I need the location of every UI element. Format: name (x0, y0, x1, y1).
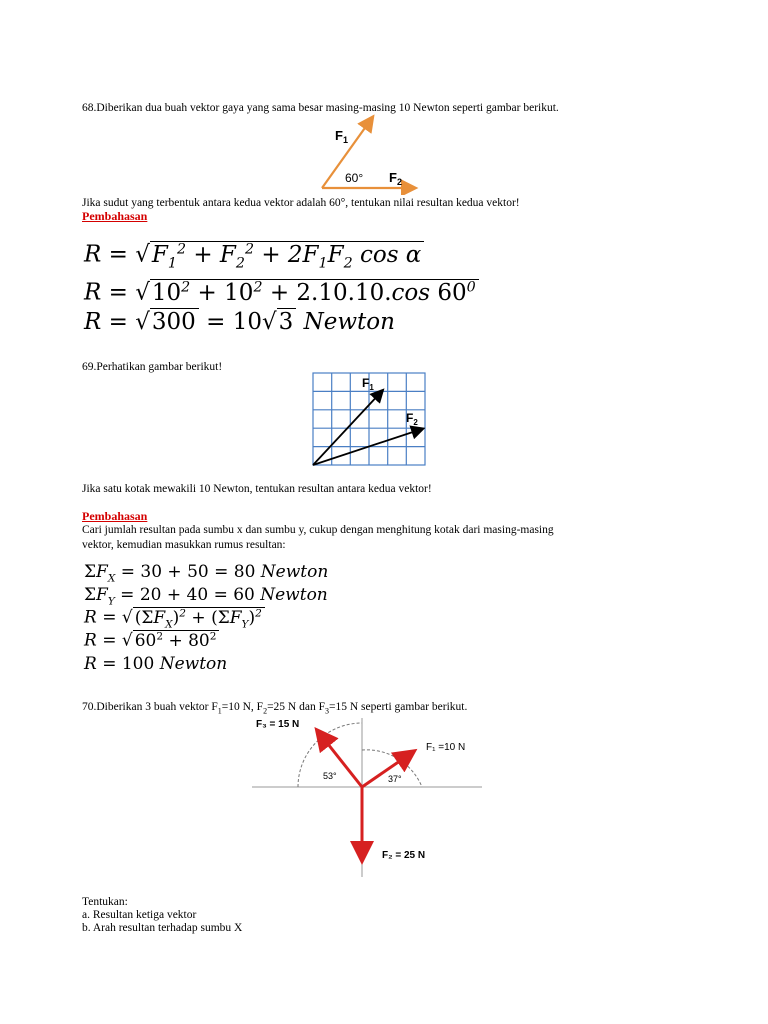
q68-f1-label: $F_1$ (335, 128, 348, 145)
q69-explain-line-1: Cari jumlah resultan pada sumbu x dan sumbu y, cukup dengan menghitung kotak dari masing-masing (82, 524, 554, 536)
q69-heading: Pembahasan (82, 509, 148, 523)
q70-angle-left: 53° (323, 771, 337, 781)
q69-equation-5: R = 100 Newton (84, 654, 228, 674)
q69-f1-label: $F_1$ (362, 376, 374, 392)
q70-task-title: Tentukan: (82, 896, 128, 908)
q70-f2-label: F₂ = 25 N (382, 850, 426, 861)
q70-vector-figure (250, 712, 486, 882)
q69-followup: Jika satu kotak mewakili 10 Newton, tentukan resultan antara kedua vektor! (82, 483, 432, 495)
q69-equation-2: $\Sigma F_Y = 20 + 40 = 60$ Newton (84, 585, 328, 608)
q68-followup: Jika sudut yang terbentuk antara kedua vektor adalah 60°, tentukan nilai resultan kedua vektor! (82, 197, 520, 209)
q68-vector-figure (310, 110, 430, 195)
q69-equation-4: R = √ $60^2 + 80^2$ (84, 630, 219, 651)
q70-task-b: b. Arah resultan terhadap sumbu X (82, 922, 243, 934)
q70-angle-right: 37° (388, 774, 402, 784)
q68-equation-2: $R = √10^2 + 10^2 + 2.10.10.\cos$ $60^0$ (84, 279, 479, 306)
q68-equation-1: $R = √F_1^2 + F_2^2 + 2F_1F_2$ cos α (84, 241, 424, 271)
q69-question: 69.Perhatikan gambar berikut! (82, 361, 223, 373)
q68-angle-label: 60° (345, 171, 364, 185)
q70-question: 70.Diberikan 3 buah vektor $F_1=10$ N, $F_2=25$ N dan $F_3=15$ N seperti gambar berikut. (82, 701, 468, 716)
q68-question: 68.Diberikan dua buah vektor gaya yang sama besar masing-masing 10 Newton seperti gambar berikut. (82, 102, 559, 114)
q68-f2-label: $F_2$ (389, 170, 402, 187)
q69-f2-label: $F_2$ (406, 411, 418, 427)
q70-f1-label: F₁ =10 N (426, 742, 466, 753)
q70-task-a: a. Resultan ketiga vektor (82, 909, 197, 921)
q69-equation-3: R = √ $(\Sigma F_X)^2 + (\Sigma F_Y)^2$ (84, 607, 265, 630)
q70-f3-label: F₃ = 15 N (256, 719, 300, 730)
q69-equation-1: $\Sigma F_X = 30 + 50 = 80$ Newton (84, 562, 329, 585)
q69-grid-figure (310, 371, 428, 467)
q68-heading: Pembahasan (82, 209, 148, 223)
q69-explain-line-2: vektor, kemudian masukkan rumus resultan: (82, 539, 286, 551)
q70-f1-arrow (362, 754, 410, 787)
q68-equation-3: R = √300 = 10√3 Newton (84, 309, 395, 335)
